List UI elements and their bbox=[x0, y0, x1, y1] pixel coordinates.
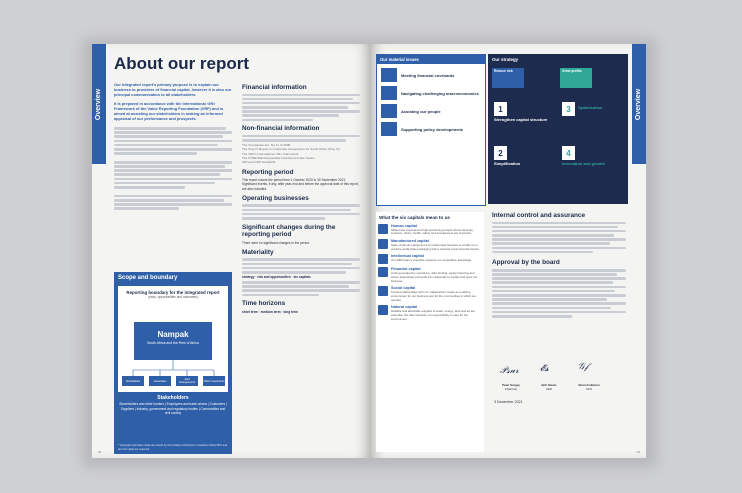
reporting-period-heading: Reporting period bbox=[242, 168, 294, 176]
capital-desc: Our R&D team's expertise supports our competitive advantage. bbox=[391, 257, 472, 262]
operating-businesses-heading: Operating businesses bbox=[242, 194, 309, 202]
intro-paragraph-1: Our integrated report's primary purpose is to explain our business to providers of financial capital, however it is also our principal communication to all stakeholders. bbox=[114, 82, 232, 98]
footnote: * Copyright and trade marks are owned by the Institute of Directors in Southern Africa NPC and all of its rights are reserved. bbox=[118, 444, 228, 451]
scope-heading: Scope and boundary bbox=[118, 275, 178, 281]
factory-icon bbox=[378, 239, 388, 249]
keyword: medium term bbox=[260, 309, 281, 314]
signature-1: 𝒫𝓈𝓊𝓇 bbox=[500, 366, 519, 376]
subsidiaries-box: Subsidiaries bbox=[122, 376, 144, 386]
governance-column bbox=[492, 212, 626, 319]
material-issue-item bbox=[381, 122, 481, 136]
company-name: Nampak bbox=[157, 330, 189, 339]
step-number: 1 bbox=[494, 102, 507, 116]
step-number: 2 bbox=[494, 146, 507, 160]
significant-changes-text: There were no significant changes in the period. bbox=[242, 240, 310, 245]
list-item: The Companies Act, No 71 of 2008 bbox=[242, 143, 291, 148]
boundary-title: Reporting boundary for the integrated report bbox=[126, 290, 220, 295]
material-issue-item bbox=[381, 68, 481, 82]
signatory-role: CFO bbox=[585, 386, 593, 391]
left-page bbox=[92, 44, 370, 458]
other-investments-box: Other investments bbox=[203, 376, 225, 386]
capital-name: Manufactured capital bbox=[391, 239, 429, 244]
material-issue-item bbox=[381, 86, 481, 100]
approval-heading: Approval by the board bbox=[492, 259, 560, 267]
capital-desc: Trusted relationships with our stakeholders create an enabling environment for our business and for the communities in which we operate. bbox=[391, 289, 476, 302]
signature-2: 𝓔𝓼 bbox=[540, 364, 549, 374]
financial-info-heading: Financial information bbox=[242, 84, 307, 91]
capital-name: Social capital bbox=[391, 286, 416, 291]
signatory-role: CEO bbox=[545, 386, 553, 391]
stakeholders-heading: Stakeholders bbox=[157, 395, 189, 401]
pillar-label: Reduce risk bbox=[494, 69, 513, 73]
reduce-risk-pillar bbox=[492, 68, 524, 88]
strategy-box bbox=[488, 54, 628, 204]
company-region: South Africa and the Rest of Africa bbox=[147, 341, 199, 345]
materiality-keywords: strategy · risk and opportunities · six capitals bbox=[242, 275, 311, 280]
capital-item bbox=[378, 305, 482, 321]
right-column bbox=[242, 84, 360, 314]
chart-icon bbox=[381, 86, 397, 100]
grow-profits-pillar bbox=[560, 68, 592, 88]
step-label: Strengthen capital structure bbox=[494, 117, 548, 122]
step-number: 4 bbox=[562, 146, 575, 160]
stakeholders-section bbox=[118, 396, 228, 416]
approval-date: 3 December 2021 bbox=[494, 400, 523, 404]
step-number: 3 bbox=[562, 102, 575, 116]
joint-arrangements-box: Joint arrangements bbox=[176, 376, 198, 386]
capital-item bbox=[378, 239, 482, 251]
material-issue-label: Navigating challenging macroeconomics bbox=[401, 90, 479, 96]
time-horizons-heading: Time horizons bbox=[242, 300, 286, 308]
page-title: About our report bbox=[114, 54, 250, 73]
human-capital-icon bbox=[378, 224, 388, 234]
material-issue-label: Assisting our people bbox=[401, 108, 441, 114]
coins-icon bbox=[381, 68, 397, 82]
money-icon bbox=[378, 267, 388, 277]
strategy-heading: Our strategy bbox=[492, 57, 519, 62]
intro-column bbox=[114, 82, 232, 212]
nonfinancial-list bbox=[242, 143, 360, 164]
signatory bbox=[532, 384, 566, 391]
signatory bbox=[570, 384, 608, 391]
signature-3: 𝒢𝒻 bbox=[578, 362, 589, 372]
capital-name: Intellectual capital bbox=[391, 254, 424, 259]
people-icon bbox=[381, 104, 397, 118]
capital-desc: Reliable and affordable supplies of water, energy, land and air are essential. We take seriously our responsibility to care for the environment. bbox=[391, 308, 475, 321]
capital-desc: Cash generated by operations, debt funding, equity financing and where appropriate proceeds from disposals to sustain and grow our business. bbox=[391, 270, 478, 283]
capitals-heading: What the six capitals mean to us bbox=[379, 215, 450, 220]
nonfinancial-info-heading: Non-financial information bbox=[242, 125, 320, 133]
section-tab-label: Overview bbox=[635, 88, 643, 120]
keyword: six capitals bbox=[293, 275, 311, 280]
signatory-name: Erik Smuts bbox=[541, 383, 557, 387]
leaf-icon bbox=[378, 305, 388, 315]
material-issue-item bbox=[381, 104, 481, 118]
keyword: strategy bbox=[242, 275, 255, 280]
reporting-period-text: This report covers the period from 1 October 2020 to 30 September 2021. Significant events, if any, after year-end and before the approval date of this report, are also included. bbox=[242, 178, 359, 191]
material-issues-heading: Our material issues bbox=[377, 55, 485, 64]
list-item: The VRF's International <IR> Framework bbox=[242, 151, 299, 156]
scope-boundary-box bbox=[114, 272, 232, 454]
page-number: 03 bbox=[636, 450, 640, 454]
capital-item bbox=[378, 254, 482, 264]
internal-control-heading: Internal control and assurance bbox=[492, 212, 586, 219]
boundary-subtitle: (risks, opportunities and outcomes) bbox=[148, 295, 198, 300]
associates-box: Associates bbox=[149, 376, 171, 386]
section-tab-label: Overview bbox=[95, 88, 103, 120]
list-item: GRI and CDP standards bbox=[242, 160, 276, 165]
material-issue-label: Supporting policy developments bbox=[401, 126, 464, 132]
capital-item bbox=[378, 224, 482, 236]
section-tab bbox=[632, 44, 646, 164]
significant-changes-heading: Significant changes during the reporting period bbox=[242, 223, 336, 239]
step-label: Optimisation bbox=[578, 105, 603, 110]
boundary-diagram bbox=[118, 286, 228, 392]
signatory-name: Peter Surgey bbox=[502, 383, 520, 387]
page-number: 02 bbox=[98, 450, 102, 454]
material-issues-box bbox=[376, 54, 486, 206]
step-label: Innovation and growth bbox=[562, 161, 605, 166]
intro-paragraph-2: It is prepared in accordance with the International <IR> Framework of the Value Reporting Foundation (VRF) and is aimed at assisting our stakeholders in making an informed appraisal of our performance and prospects. bbox=[114, 100, 224, 122]
signatory bbox=[494, 384, 528, 391]
lightbulb-icon bbox=[378, 254, 388, 264]
keyword: risk and opportunities bbox=[257, 275, 291, 280]
material-issue-label: Meeting financial covenants bbox=[401, 72, 455, 78]
capital-desc: Skilled and experienced high-performing people whose diversity, inclusion, ethics, health, safety and development are important. bbox=[391, 227, 474, 236]
signatory-name: Glenn Fullerton bbox=[578, 383, 600, 387]
handshake-icon bbox=[378, 286, 388, 296]
step-label: Simplification bbox=[494, 161, 521, 166]
capital-item bbox=[378, 267, 482, 283]
materiality-heading: Materiality bbox=[242, 248, 274, 256]
signatory-role: Chairman bbox=[504, 386, 518, 391]
document-icon bbox=[381, 122, 397, 136]
section-tab bbox=[92, 44, 106, 164]
capital-name: Human capital bbox=[391, 224, 417, 228]
capitals-box bbox=[376, 212, 484, 452]
right-page bbox=[370, 44, 646, 458]
pillar-label: Grow profits bbox=[562, 69, 582, 73]
keyword: short term bbox=[242, 309, 258, 314]
list-item: The King IV Report on Corporate Governance for South Africa (King IV) bbox=[242, 147, 340, 152]
stakeholders-list: Shareholders and other funders | Employees and trade unions | Customers | Suppliers | Industry, government and regulatory bodies | Communities and civil society bbox=[119, 402, 227, 416]
list-item: The FTSE/JSE Responsible Investment Index Series bbox=[242, 155, 315, 160]
keyword: long term bbox=[283, 309, 298, 314]
capital-desc: State-of-the-art equipment and modernised factories to enable us to produce world-class packaging with a reduced environmental impact. bbox=[391, 242, 480, 251]
capital-item bbox=[378, 286, 482, 302]
capital-name: Natural capital bbox=[391, 305, 418, 310]
capital-name: Financial capital bbox=[391, 267, 421, 272]
time-horizons-keywords: short term · medium term · long term bbox=[242, 309, 298, 314]
